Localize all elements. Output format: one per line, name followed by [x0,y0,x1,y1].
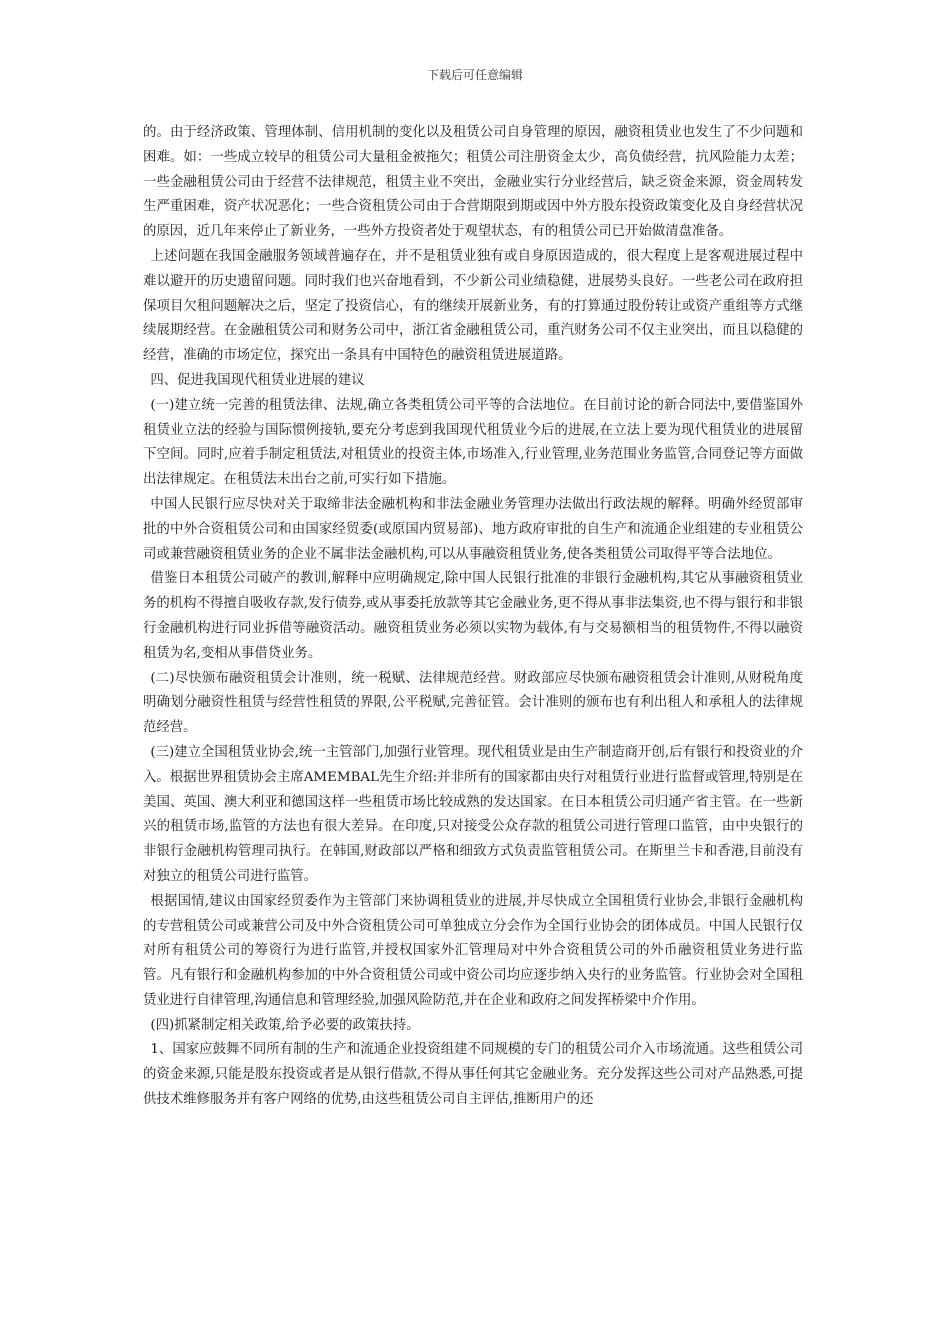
paragraph: (四)抓紧制定相关政策,给予必要的政策扶持。 [150,1017,420,1033]
paragraph: 1、国家应鼓舞不同所有制的生产和流通企业投资组建不同规模的专门的租赁公司介入市场流通。这些租赁公司的资金来源,只能是股东投资或者是从银行借款,不得从事任何其它金融业务。充分发挥这些公司对产品熟悉,可提供技术维修服务并有客户网络的优势,由这些租赁公司自主评估,推断用户的还 [143,1042,803,1108]
paragraph: (二)尽快颁布融资租赁会计准则，统一税赋、法律规范经营。财政部应尽快颁布融资租赁会计准则,从财税角度明确划分融资性租赁与经营性租赁的界限,公平税赋,完善征管。会计准则的颁布也有利出租人和承租人的法律规范经营。 [143,670,803,736]
paragraph: 上述问题在我国金融服务领域普遍存在，并不是租赁业独有或自身原因造成的，很大程度上是客观进展过程中难以避开的历史遗留问题。同时我们也兴奋地看到，不少新公司业绩稳健，进展势头良好。一些老公司在政府担保项目欠租问题解决之后，坚定了投资信心，有的继续开展新业务，有的打算通过股份转让或资产重组等方式继续展期经营。在金融租赁公司和财务公司中，浙江省金融租赁公司，重汽财务公司不仅主业突出，而且以稳健的经营，准确的市场定位，探究出一条具有中国特色的融资租赁进展道路。 [143,248,803,364]
section-heading: 四、促进我国现代租赁业进展的建议 [150,372,365,388]
paragraph: 借鉴日本租赁公司破产的教训,解释中应明确规定,除中国人民银行批准的非银行金融机构,其它从事融资租赁业务的机构不得擅自吸收存款,发行债券,或从事委托放款等其它金融业务,更不得从事非法集资,也不得与银行和非银行金融机构进行同业拆借等融资活动。融资租赁业务必须以实物为载体,有与交易额相当的租赁物件,不得以融资租赁为名,变相从事借贷业务。 [143,571,803,661]
paragraph: 中国人民银行应尽快对关于取缔非法金融机构和非法金融业务管理办法做出行政法规的解释。明确外经贸部审批的中外合资租赁公司和由国家经贸委(或原国内贸易部)、地方政府审批的自生产和流通企业组建的专业租赁公司或兼营融资租赁业务的企业不属非法金融机构,可以从事融资租赁业务,使各类租赁公司取得平等合法地位。 [143,496,803,562]
paragraph: 根据国情,建议由国家经贸委作为主管部门来协调租赁业的进展,并尽快成立全国租赁行业协会,非银行金融机构的专营租赁公司或兼营公司及中外合资租赁公司可单独成立分会作为全国行业协会的团体成员。中国人民银行仅对所有租赁公司的筹资行为进行监管,并授权国家外汇管理局对中外合资租赁公司的外币融资租赁业务进行监管。凡有银行和金融机构参加的中外合资租赁公司或中资公司均应逐步纳入央行的业务监管。行业协会对全国租赁业进行自律管理,沟通信息和管理经验,加强风险防范,并在企业和政府之间发挥桥梁中介作用。 [143,893,803,1008]
paragraph: (一)建立统一完善的租赁法律、法规,确立各类租赁公司平等的合法地位。在目前讨论的新合同法中,要借鉴国外租赁业立法的经验与国际惯例接轨,要充分考虑到我国现代租赁业今后的进展,在立法上要为现代租赁业的进展留下空间。同时,应着手制定租赁法,对租赁业的投资主体,市场准入,行业管理,业务范围业务监管,合同登记等方面做出法律规定。在租赁法未出台之前,可实行如下措施。 [143,397,803,488]
document-body [143,121,803,1113]
paragraph: (三)建立全国租赁业协会,统一主管部门,加强行业管理。现代租赁业是由生产制造商开创,后有银行和投资业的介入。根据世界租赁协会主席AMEMBAL先生介绍:并非所有的国家都由央行对租赁行业进行监督或管理,特别是在美国、英国、澳大利亚和德国这样一些租赁市场比较成熟的发达国家。在日本租赁公司归通产省主管。在一些新兴的租赁市场,监管的方法也有很大差异。在印度,只对接受公众存款的租赁公司进行管理口监管，由中央银行的非银行金融机构管理司执行。在韩国,财政部以严格和细致方式负责监管租赁公司。在斯里兰卡和香港,目前没有对独立的租赁公司进行监管。 [143,744,803,884]
paragraph: 的。由于经济政策、管理体制、信用机制的变化以及租赁公司自身管理的原因，融资租赁业也发生了不少问题和困难。如：一些成立较早的租赁公司大量租金被拖欠；租赁公司注册资金太少，高负债经营，抗风险能力太差；一些金融租赁公司由于经营不法律规范，租赁主业不突出，金融业实行分业经营后，缺乏资金来源，资金周转发生严重困难，资产状况恶化；一些合资租赁公司由于合营期限到期或因中外方股东投资政策变化及自身经营状况的原因，近几年来停止了新业务，一些外方投资者处于观望状态，有的租赁公司已开始做清盘准备。 [143,125,803,240]
page-header: 下载后可任意编辑 [426,68,523,82]
